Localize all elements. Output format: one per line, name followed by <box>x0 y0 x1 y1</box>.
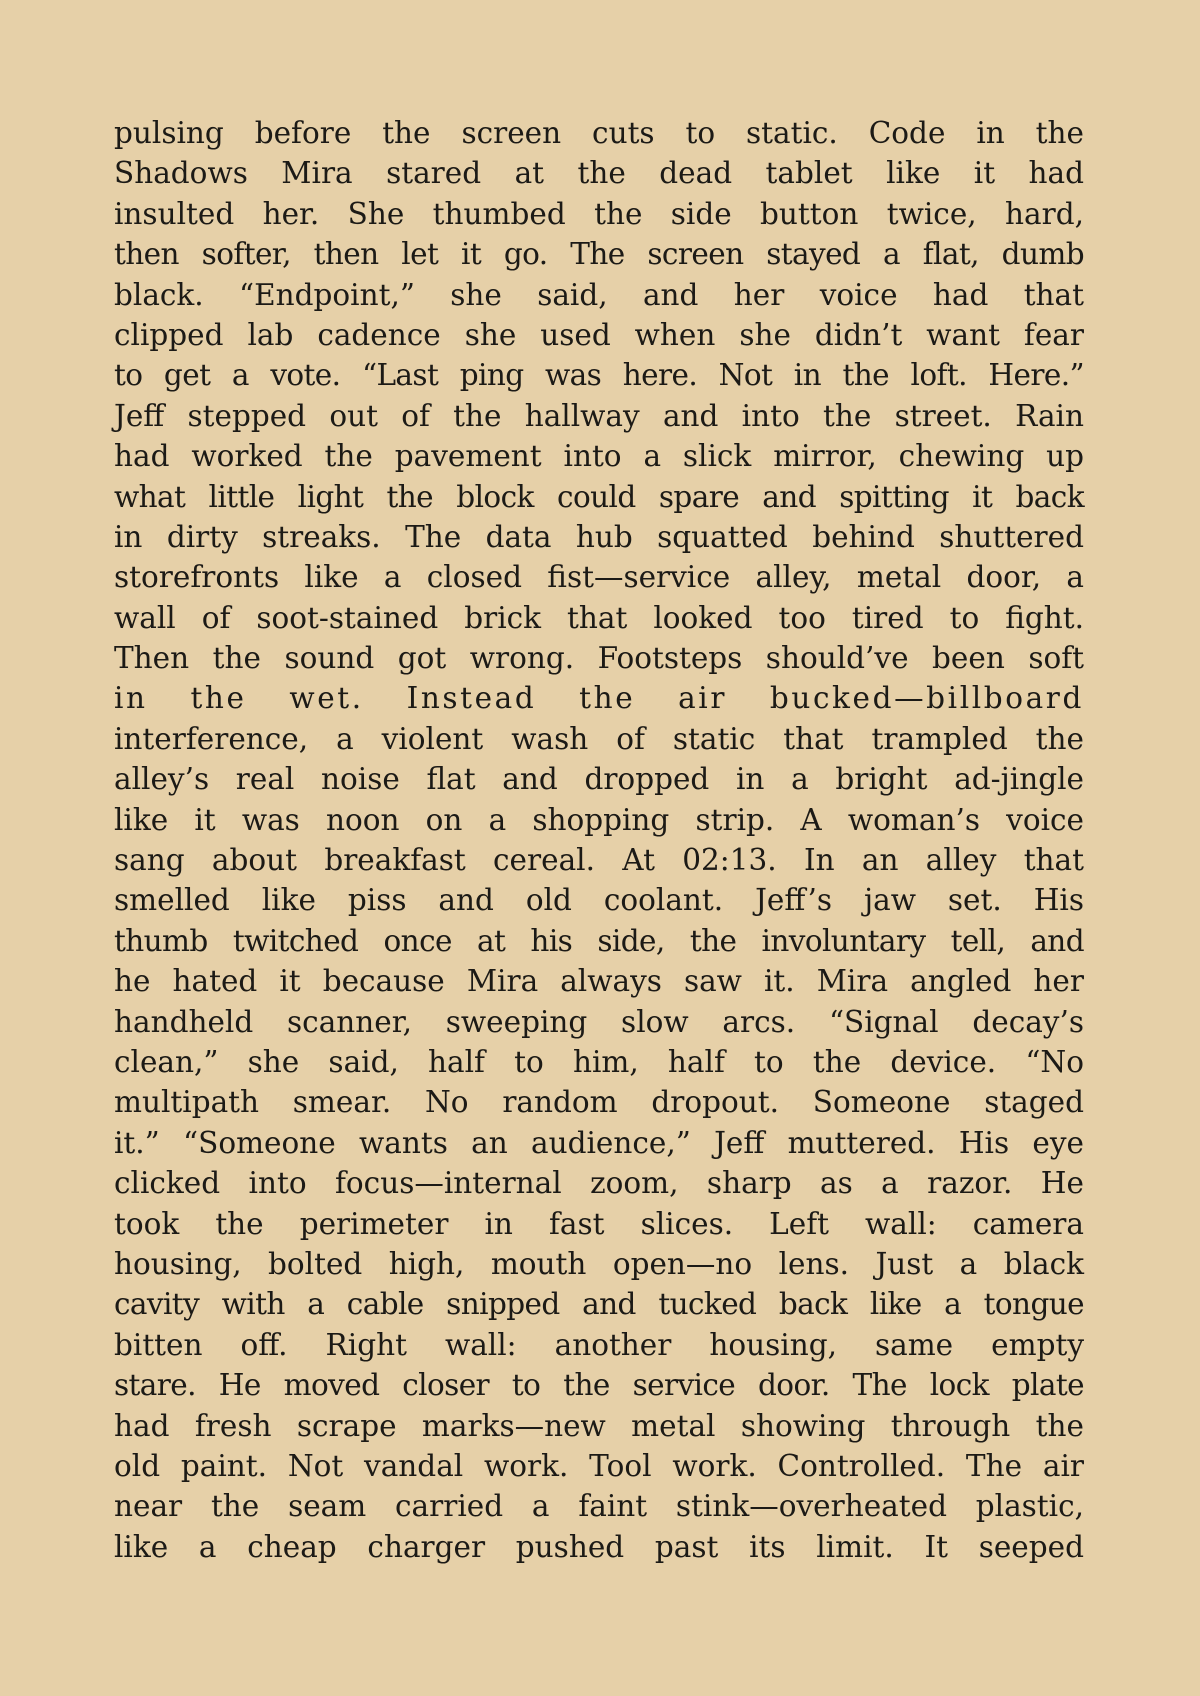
text-line: Shadows Mira stared at the dead tablet like it had <box>114 156 1084 191</box>
text-line: took the perimeter in fast slices. Left wall: camera <box>114 1206 1084 1241</box>
text-line: insulted her. She thumbed the side button twice, hard, <box>114 196 1084 231</box>
text-line: in dirty streaks. The data hub squatted behind shuttered <box>114 519 1084 554</box>
text-line: what little light the block could spare and spitting it back <box>114 479 1084 514</box>
text-line: had fresh scrape marks—new metal showing through the <box>114 1408 1084 1443</box>
text-line: wall of soot-stained brick that looked too tired to fight. <box>114 600 1084 635</box>
text-line: like a cheap charger pushed past its limit. It seeped <box>114 1529 1084 1564</box>
text-line: storefronts like a closed fist—service alley, metal door, a <box>114 560 1084 595</box>
text-line: stare. He moved closer to the service door. The lock plate <box>114 1368 1084 1403</box>
text-line: sang about breakfast cereal. At 02:13. In an alley that <box>114 843 1084 878</box>
text-line: bitten off. Right wall: another housing, same empty <box>114 1327 1084 1362</box>
body-text <box>114 113 1084 1567</box>
text-line: smelled like piss and old coolant. Jeff’s jaw set. His <box>114 883 1084 918</box>
text-line: to get a vote. “Last ping was here. Not in the loft. Here.” <box>114 358 1084 393</box>
text-line: cavity with a cable snipped and tucked back like a tongue <box>114 1287 1084 1322</box>
text-line: clicked into focus—internal zoom, sharp as a razor. He <box>114 1166 1084 1201</box>
text-line: had worked the pavement into a slick mirror, chewing up <box>114 439 1084 474</box>
text-line: housing, bolted high, mouth open—no lens. Just a black <box>114 1246 1084 1281</box>
text-line: it.” “Someone wants an audience,” Jeff muttered. His eye <box>114 1125 1084 1160</box>
text-line: clipped lab cadence she used when she didn’t want fear <box>114 317 1084 352</box>
text-line: Jeff stepped out of the hallway and into the street. Rain <box>114 398 1084 433</box>
text-line: handheld scanner, sweeping slow arcs. “Signal decay’s <box>114 1004 1084 1039</box>
text-line: interference, a violent wash of static that trampled the <box>114 721 1084 756</box>
text-line: multipath smear. No random dropout. Someone staged <box>114 1085 1084 1120</box>
text-line: like it was noon on a shopping strip. A woman’s voice <box>114 802 1084 837</box>
text-line: Then the sound got wrong. Footsteps should’ve been soft <box>114 641 1084 676</box>
text-line: in the wet. Instead the air bucked—billboard <box>114 681 1084 716</box>
text-line: pulsing before the screen cuts to static. Code in the <box>114 116 1084 150</box>
text-line: then softer, then let it go. The screen stayed a flat, dumb <box>114 237 1084 272</box>
text-line: old paint. Not vandal work. Tool work. Controlled. The air <box>114 1448 1084 1483</box>
text-line: near the seam carried a faint stink—overheated plastic, <box>114 1489 1084 1524</box>
text-line: he hated it because Mira always saw it. Mira angled her <box>114 964 1084 999</box>
text-line: alley’s real noise flat and dropped in a bright ad-jingle <box>114 762 1084 797</box>
text-line: thumb twitched once at his side, the involuntary tell, and <box>114 923 1084 958</box>
text-line: black. “Endpoint,” she said, and her voice had that <box>114 277 1084 312</box>
text-line: clean,” she said, half to him, half to the device. “No <box>114 1044 1084 1079</box>
